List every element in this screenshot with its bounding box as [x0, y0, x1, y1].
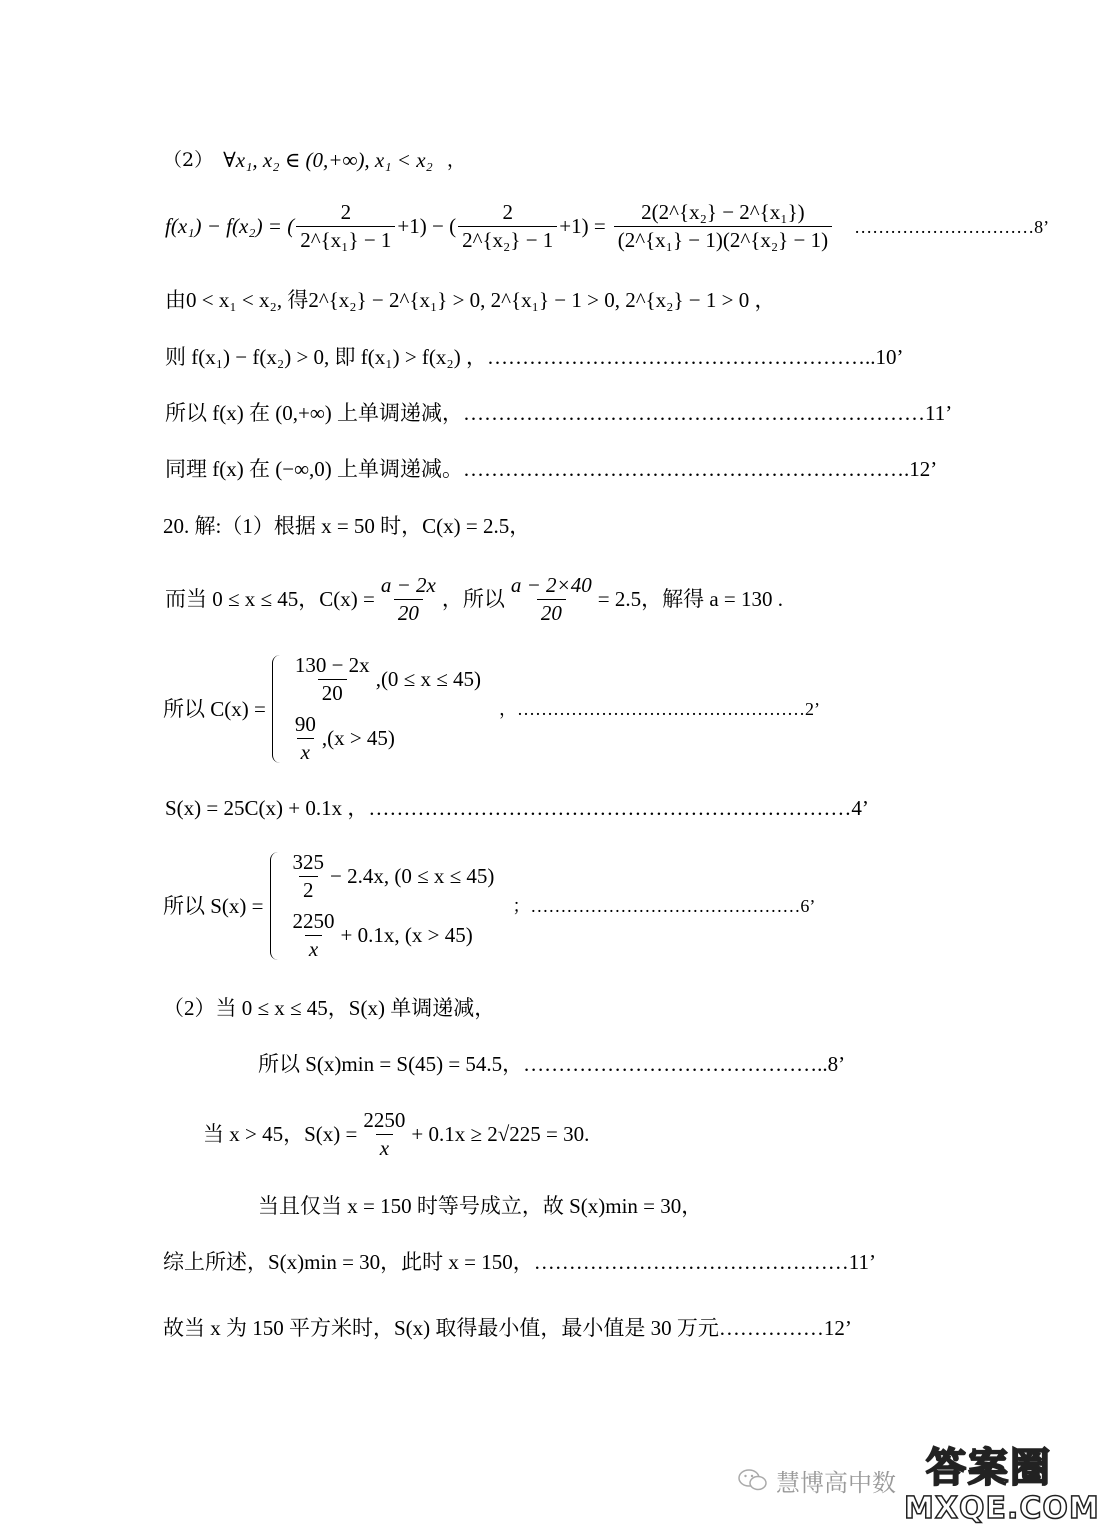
cx-case-1 [289, 655, 481, 704]
watermark-account: 慧博高中数 [776, 1468, 896, 1497]
equation-mid: +1) − ( [397, 214, 457, 238]
fraction-numerator: 325 [292, 850, 325, 874]
cx-case-2 [289, 714, 481, 763]
fraction-denominator: 2^{x₁} − 1 [296, 226, 395, 251]
monotone-line-2 [165, 459, 937, 480]
intro-tail: ， [446, 149, 466, 171]
monotone-text-1: 所以 f(x) 在 (0,+∞) 上单调递减，…………………………………………………………11’ [165, 401, 953, 425]
sx-brace-block [270, 852, 495, 960]
case-condition: ,(0 ≤ x ≤ 45) [375, 667, 481, 691]
q20-p2-text-1: （2）当 0 ≤ x ≤ 45，S(x) 单调递减， [163, 996, 496, 1020]
fraction-numerator: a − 2x [380, 573, 436, 597]
fraction [359, 1110, 409, 1159]
fraction-result [614, 202, 832, 251]
fraction-denominator: x [305, 935, 322, 960]
q20-text-2b: ，所以 [441, 587, 505, 611]
equation-mid-2: +1) = [559, 214, 606, 238]
q20-p2-text-5: 综上所述，S(x)min = 30，此时 x = 150，………………………………………11’ [163, 1250, 876, 1274]
fraction-numerator: 90 [294, 712, 316, 736]
cx-label: 所以 C(x) = [163, 696, 266, 721]
score-mark: ，…………………………………………2’ [498, 699, 820, 719]
cx-piecewise [163, 655, 820, 763]
fraction-denominator: (2^{x₁} − 1)(2^{x₂} − 1) [614, 226, 832, 251]
fraction-denominator: 2 [299, 876, 318, 901]
sx-case-2 [287, 911, 495, 960]
conclusion-text: 则 f(x₁) − f(x₂) > 0, 即 f(x₁) > f(x₂) ，………………………………………………..10’ [165, 345, 904, 369]
fraction [289, 911, 339, 960]
equation-lhs: f(x₁) − f(x₂) = ( [165, 214, 295, 238]
case-expression: − 2.4x, (0 ≤ x ≤ 45) [330, 864, 495, 888]
fraction [291, 655, 374, 704]
brace [270, 852, 281, 960]
fraction [289, 852, 329, 901]
q20-p2-text-6: 故当 x 为 150 平方米时，S(x) 取得最小值，最小值是 30 万元……………12’ [163, 1316, 852, 1340]
fraction-numerator: 130 − 2x [294, 653, 370, 677]
watermark-logo [904, 1434, 1100, 1526]
monotone-text-2: 同理 f(x) 在 (−∞,0) 上单调递减。……………………………………………………….12’ [165, 457, 938, 481]
fraction-1 [296, 202, 395, 251]
intro-math: ∀x₁, x₂ ∈ (0,+∞), x₁ < x₂ [223, 148, 433, 172]
fraction-numerator: 2250 [363, 1108, 406, 1132]
sx-piecewise [163, 852, 815, 960]
q20-p2-line-1 [163, 998, 495, 1019]
monotone-line-1 [165, 403, 952, 424]
wechat-icon [738, 1468, 768, 1492]
sx-definition-text: S(x) = 25C(x) + 0.1x ，……………………………………………………………4’ [165, 796, 869, 820]
q20-p2-line-3 [203, 1110, 589, 1159]
score-mark: …………………………8’ [854, 216, 1050, 237]
q20-p2-text-3a: 当 x > 45，S(x) = [203, 1122, 358, 1146]
fraction [291, 714, 320, 763]
q20-line-2 [165, 575, 783, 624]
q20-p2-text-3b: + 0.1x ≥ 2√225 = 30. [411, 1122, 590, 1146]
q20-p2-text-2: 所以 S(x)min = S(45) = 54.5，……………………………………..8’ [258, 1052, 846, 1076]
case-expression: + 0.1x, (x > 45) [340, 923, 473, 947]
cx-brace-block [272, 655, 481, 763]
q20-p2-line-5 [163, 1252, 876, 1273]
case-condition: ,(x > 45) [321, 726, 395, 750]
sx-cases [287, 852, 495, 960]
sx-definition [165, 798, 869, 819]
fraction-denominator: 20 [394, 599, 423, 624]
inequality-text: 由0 < x₁ < x₂, 得2^{x₂} − 2^{x₁} > 0, 2^{x₁} − 1 > 0, 2^{x₂} − 1 > 0 ， [165, 288, 776, 312]
fraction-denominator: 2^{x₂} − 1 [458, 226, 557, 251]
fraction-a [377, 575, 440, 624]
score-mark: ；………………………………………6’ [512, 896, 816, 916]
fraction-denominator: x [297, 738, 314, 763]
fraction-numerator: a − 2×40 [510, 573, 592, 597]
q20-p2-line-6 [163, 1318, 852, 1339]
watermark-logo-top: 答案圈 [926, 1445, 1052, 1491]
inequality-line [165, 290, 775, 311]
q20-text-2a: 而当 0 ≤ x ≤ 45，C(x) = [165, 587, 375, 611]
q20-text-2c: = 2.5，解得 a = 130 . [597, 587, 783, 611]
fraction-numerator: 2 [340, 200, 352, 224]
conclusion-line [165, 347, 903, 368]
q20-text-1: 20. 解:（1）根据 x = 50 时，C(x) = 2.5， [163, 514, 531, 538]
fraction-numerator: 2250 [292, 909, 335, 933]
difference-equation [165, 202, 1049, 251]
watermark-logo-bottom: MXQE.COM [904, 1491, 1100, 1526]
q20-p2-line-2 [258, 1054, 845, 1075]
q20-p2-line-4 [258, 1196, 702, 1217]
q19-part2-intro [163, 150, 466, 171]
fraction-denominator: 20 [537, 599, 566, 624]
watermark [738, 1434, 1100, 1526]
sx-label: 所以 S(x) = [163, 893, 264, 918]
brace [272, 655, 283, 763]
fraction-denominator: 20 [318, 679, 347, 704]
fraction-numerator: 2 [502, 200, 513, 224]
fraction-2 [458, 202, 557, 251]
part-label: （2） [163, 149, 214, 171]
q20-p2-text-4: 当且仅当 x = 150 时等号成立，故 S(x)min = 30， [258, 1194, 703, 1218]
q20-line-1 [163, 516, 530, 537]
fraction-denominator: x [376, 1134, 393, 1159]
fraction-numerator: 2(2^{x₂} − 2^{x₁}) [641, 200, 805, 224]
sx-case-1 [287, 852, 495, 901]
fraction-a-40 [507, 575, 596, 624]
cx-cases [289, 655, 481, 763]
